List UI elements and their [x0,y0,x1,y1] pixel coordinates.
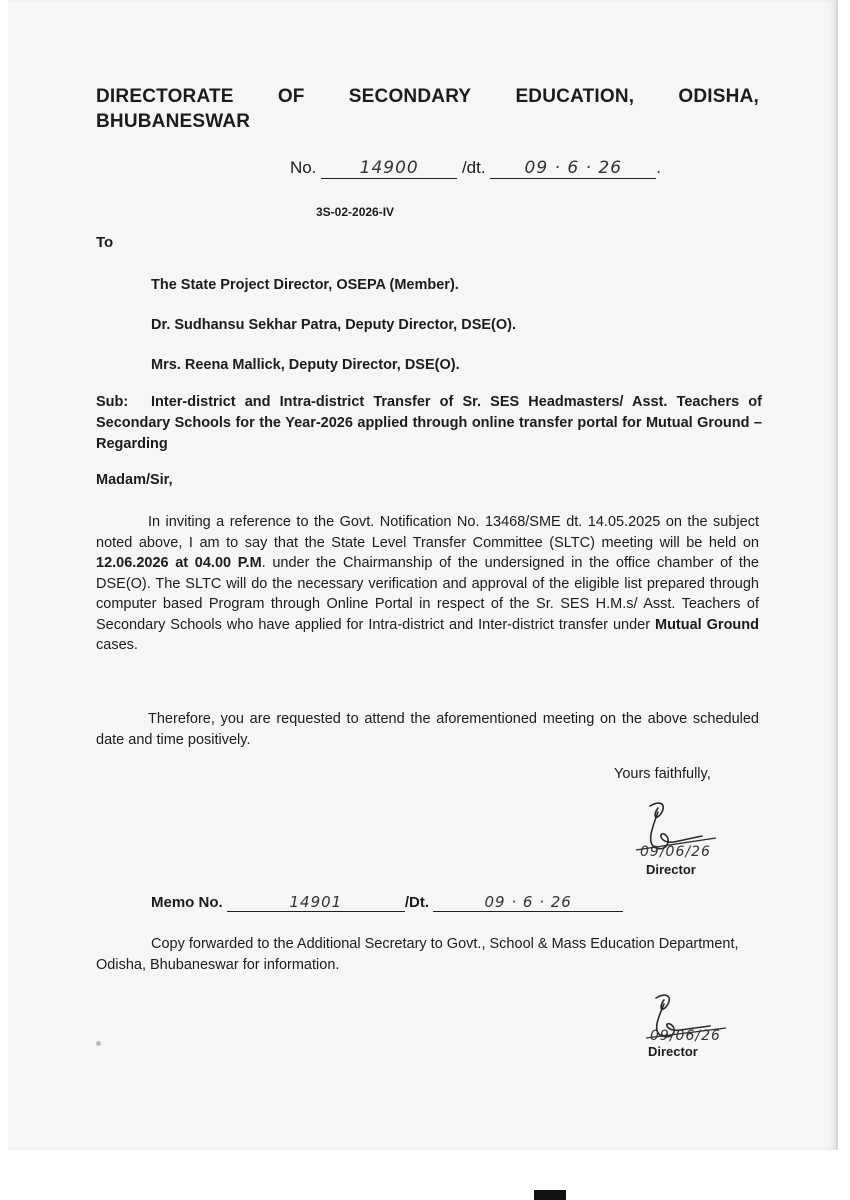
salutation: Madam/Sir, [96,472,173,488]
letter-date-label: /dt. [461,158,486,177]
signature-2-date: 09/06/26 [650,1028,721,1044]
letter-no-label: No. [290,158,317,177]
to-label: To [96,234,114,251]
letter-date-value: 09 · 6 · 26 [524,158,623,178]
letterhead-word: ODISHA, [678,86,759,107]
letterhead-word: SECONDARY [348,86,472,107]
letterhead-word: DIRECTORATE [96,86,234,107]
letter-no-field [321,158,457,179]
subject-block [96,392,762,455]
memo-date-value: 09 · 6 · 26 [484,893,572,911]
punch-mark [96,1041,101,1046]
recipient-1: The State Project Director, OSEPA (Member). [151,277,459,293]
body-paragraph-2 [96,709,759,750]
letterhead-word: EDUCATION, [515,86,635,107]
memo-no-field [227,893,405,912]
body-text: In inviting a reference to the Govt. Notification No. 13468/SME dt. 14.05.2025 on the subject noted above, I am to say that the State Level Transfer Committee (SLTC) meeting will be held on [96,514,759,551]
reference-code: 3S-02-2026-IV [316,205,395,219]
meeting-datetime: 12.06.2026 at 04.00 P.M [96,555,262,571]
letter-number-line: No. 14900 /dt. 09 · 6 · 26 . [290,158,662,178]
body-text: cases. [96,637,138,653]
memo-line [151,893,623,912]
letter-date-field [490,158,656,179]
scan-edge-mark [534,1190,566,1200]
mutual-ground-emphasis: Mutual Ground [654,616,759,633]
body-text: . under the Chairmanship of the undersigned in the office chamber of the DSE(O). The SLTC will do the necessary verification and approval of the eligible list prepared through computer based Program through Online Portal in respect of the Sr. SES H.M.s/ Asst. Teachers of Secondary Schools who have applied for Intra-district and Inter-district transfer under [96,555,759,633]
memo-no-value: 14901 [289,893,343,911]
signature-2 [626,992,756,1062]
subject-text: Inter-district and Intra-district Transfer of Sr. SES Headmasters/ Asst. Teachers of Secondary Schools for the Year-2026 applied through online transfer portal for Mutual Ground – Regarding [96,394,762,452]
letterhead-word: OF [277,86,305,107]
memo-date-label: /Dt. [404,894,430,911]
copy-forward-text [96,934,759,975]
signature-1-date: 09/06/26 [640,844,711,860]
letterhead-line2: BHUBANESWAR [96,111,251,132]
signature-1 [612,798,742,880]
recipient-3: Mrs. Reena Mallick, Deputy Director, DSE(O). [151,357,460,373]
page-edge [836,0,838,1150]
designation-1: Director [646,862,696,877]
subject-label: Sub: [96,394,129,410]
designation-2: Director [648,1044,698,1059]
body-paragraph-1 [96,512,759,656]
memo-date-field [433,893,623,912]
memo-label: Memo No. [151,894,223,911]
recipient-2: Dr. Sudhansu Sekhar Patra, Deputy Director, DSE(O). [151,317,517,333]
copy-text: Copy forwarded to the Additional Secretary to Govt., School & Mass Education Department, Odisha, Bhubaneswar for information. [96,936,739,973]
letter-no-value: 14900 [359,158,419,178]
letterhead [96,84,759,134]
yours-faithfully: Yours faithfully, [614,766,711,782]
body-text: Therefore, you are requested to attend the aforementioned meeting on the above scheduled date and time positively. [96,711,759,748]
